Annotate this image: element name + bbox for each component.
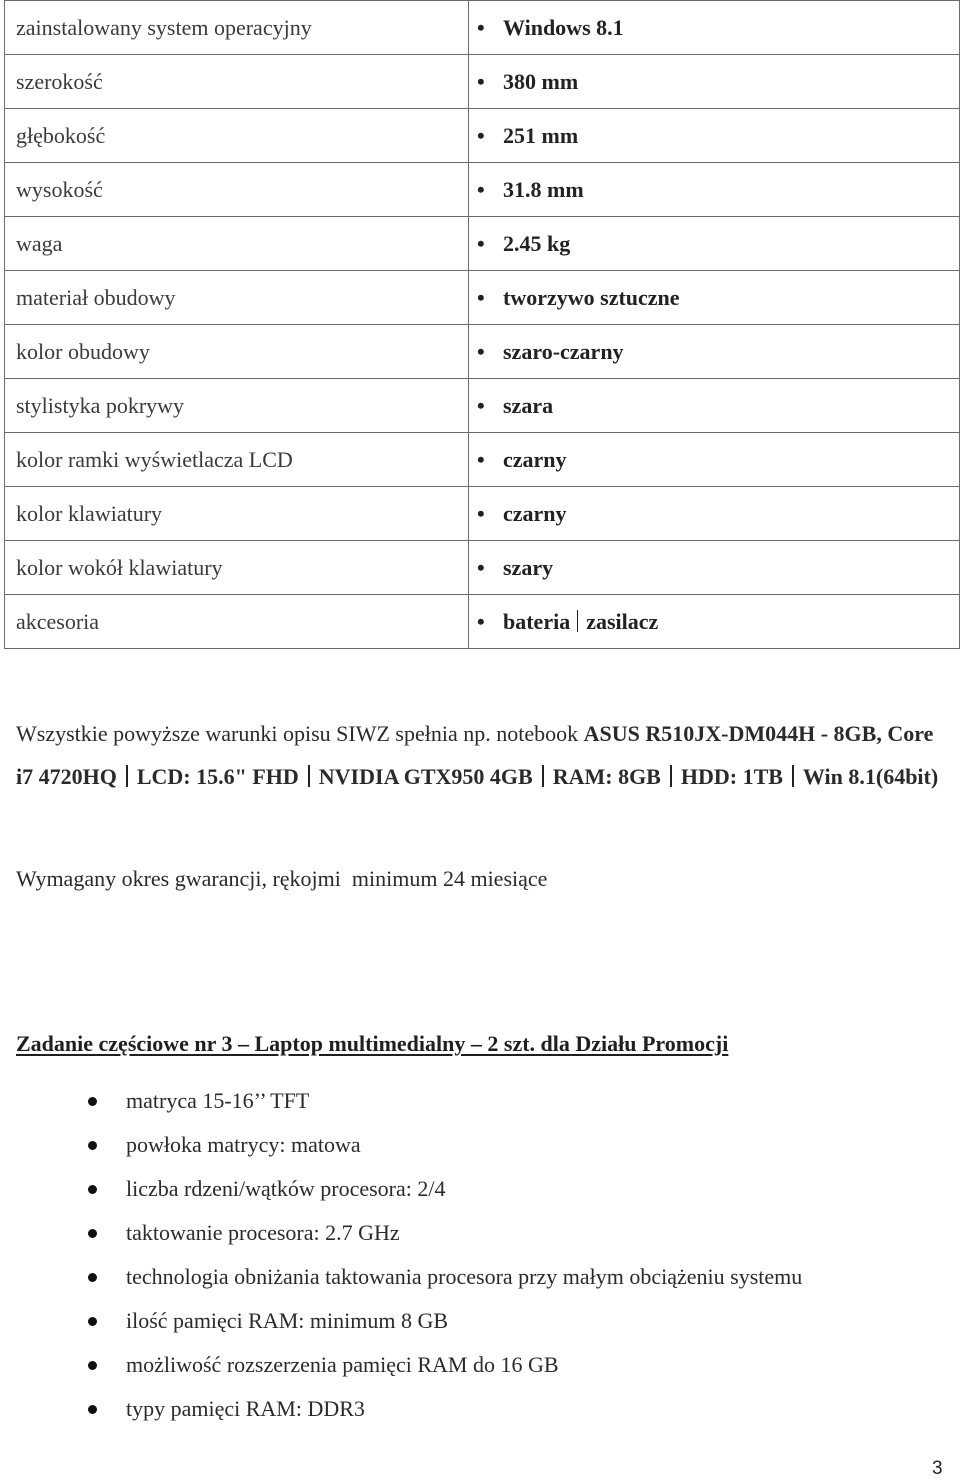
- spec-value-cell: [469, 595, 960, 649]
- spec-value: 2.45 kg: [503, 230, 571, 256]
- section-heading: Zadanie częściowe nr 3 – Laptop multimedialny – 2 szt. dla Działu Promocji: [16, 1031, 729, 1056]
- bullet-icon: •: [477, 554, 485, 580]
- notebook-lcd: LCD: 15.6" FHD: [136, 764, 299, 789]
- bullet-icon: [88, 1141, 97, 1150]
- spec-row: [5, 595, 960, 649]
- spec-label: kolor klawiatury: [5, 487, 469, 541]
- spec-label: wysokość: [5, 163, 469, 217]
- bullet-icon: •: [477, 14, 485, 40]
- list-item-text: taktowanie procesora: 2.7 GHz: [126, 1220, 400, 1245]
- separator-bar: [577, 610, 578, 632]
- notebook-ram: RAM: 8GB: [552, 764, 661, 789]
- spec-value-cell: [469, 325, 960, 379]
- spec-value-cell: [469, 217, 960, 271]
- bullet-icon: •: [477, 392, 485, 418]
- notebook-os: Win 8.1(64bit): [802, 764, 939, 789]
- bullet-icon: [88, 1097, 97, 1106]
- bullet-icon: •: [477, 608, 485, 634]
- spec-label: zainstalowany system operacyjny: [5, 1, 469, 55]
- spec-value: 31.8 mm: [503, 176, 584, 202]
- requirements-list: [0, 1079, 802, 1431]
- bullet-icon: [88, 1273, 97, 1282]
- list-item: [0, 1255, 802, 1299]
- notebook-model: ASUS R510JX-DM044H - 8GB, Core i7 4720HQ: [16, 721, 934, 789]
- separator-bar: [670, 765, 672, 787]
- list-item: [0, 1167, 802, 1211]
- spec-value-cell: [469, 163, 960, 217]
- list-item-text: typy pamięci RAM: DDR3: [126, 1396, 365, 1421]
- bullet-icon: •: [477, 176, 485, 202]
- spec-row: [5, 379, 960, 433]
- bullet-icon: [88, 1185, 97, 1194]
- spec-label: akcesoria: [5, 595, 469, 649]
- bullet-icon: •: [477, 500, 485, 526]
- spec-value: szaro-czarny: [503, 338, 624, 364]
- bullet-icon: •: [477, 230, 485, 256]
- bullet-icon: •: [477, 122, 485, 148]
- spec-value: czarny: [503, 500, 567, 526]
- spec-table: [4, 0, 960, 649]
- list-item: [0, 1299, 802, 1343]
- page-number: 3: [932, 1458, 943, 1479]
- spec-label: kolor wokół klawiatury: [5, 541, 469, 595]
- spec-value-cell: [469, 433, 960, 487]
- spec-label: waga: [5, 217, 469, 271]
- spec-label: kolor obudowy: [5, 325, 469, 379]
- spec-row: [5, 433, 960, 487]
- spec-value-cell: [469, 487, 960, 541]
- spec-value-part: zasilacz: [586, 608, 659, 634]
- list-item-text: możliwość rozszerzenia pamięci RAM do 16 GB: [126, 1352, 559, 1377]
- separator-bar: [126, 765, 128, 787]
- spec-value-cell: [469, 541, 960, 595]
- spec-row: [5, 217, 960, 271]
- spec-value: tworzywo sztuczne: [503, 284, 680, 310]
- spec-value-cell: [469, 55, 960, 109]
- bullet-icon: [88, 1229, 97, 1238]
- bullet-icon: •: [477, 446, 485, 472]
- list-item-text: matryca 15-16’’ TFT: [126, 1088, 310, 1113]
- spec-row: [5, 325, 960, 379]
- spec-row: [5, 271, 960, 325]
- warranty-paragraph: Wymagany okres gwarancji, rękojmi minimum 24 miesiące: [16, 866, 548, 891]
- example-notebook-paragraph: [16, 712, 946, 798]
- spec-value: Windows 8.1: [503, 14, 624, 40]
- bullet-icon: •: [477, 338, 485, 364]
- spec-value: 380 mm: [503, 68, 579, 94]
- list-item: [0, 1123, 802, 1167]
- spec-label: stylistyka pokrywy: [5, 379, 469, 433]
- list-item-text: liczba rdzeni/wątków procesora: 2/4: [126, 1176, 446, 1201]
- bullet-icon: •: [477, 284, 485, 310]
- list-item-text: ilość pamięci RAM: minimum 8 GB: [126, 1308, 449, 1333]
- notebook-gpu: NVIDIA GTX950 4GB: [318, 764, 533, 789]
- spec-value: 251 mm: [503, 122, 579, 148]
- list-item-text: powłoka matrycy: matowa: [126, 1132, 361, 1157]
- spec-label: szerokość: [5, 55, 469, 109]
- separator-bar: [792, 765, 794, 787]
- spec-row: [5, 109, 960, 163]
- list-item: [0, 1211, 802, 1255]
- spec-value: szary: [503, 554, 554, 580]
- spec-row: [5, 1, 960, 55]
- spec-label: kolor ramki wyświetlacza LCD: [5, 433, 469, 487]
- spec-row: [5, 541, 960, 595]
- list-item-text: technologia obniżania taktowania procesora przy małym obciążeniu systemu: [126, 1264, 803, 1289]
- bullet-icon: •: [477, 68, 485, 94]
- spec-value: czarny: [503, 446, 567, 472]
- list-item: [0, 1387, 802, 1431]
- spec-row: [5, 163, 960, 217]
- bullet-icon: [88, 1361, 97, 1370]
- spec-row: [5, 487, 960, 541]
- spec-row: [5, 55, 960, 109]
- spec-label: głębokość: [5, 109, 469, 163]
- spec-label: materiał obudowy: [5, 271, 469, 325]
- spec-value-cell: [469, 1, 960, 55]
- list-item: [0, 1079, 802, 1123]
- spec-value-part: bateria: [503, 608, 571, 634]
- spec-value: szara: [503, 392, 554, 418]
- bullet-icon: [88, 1405, 97, 1414]
- notebook-hdd: HDD: 1TB: [680, 764, 783, 789]
- paragraph-intro: Wszystkie powyższe warunki opisu SIWZ spełnia np. notebook: [16, 721, 584, 746]
- spec-value-cell: [469, 271, 960, 325]
- spec-value-cell: [469, 109, 960, 163]
- bullet-icon: [88, 1317, 97, 1326]
- separator-bar: [308, 765, 310, 787]
- spec-value-cell: [469, 379, 960, 433]
- separator-bar: [542, 765, 544, 787]
- list-item: [0, 1343, 802, 1387]
